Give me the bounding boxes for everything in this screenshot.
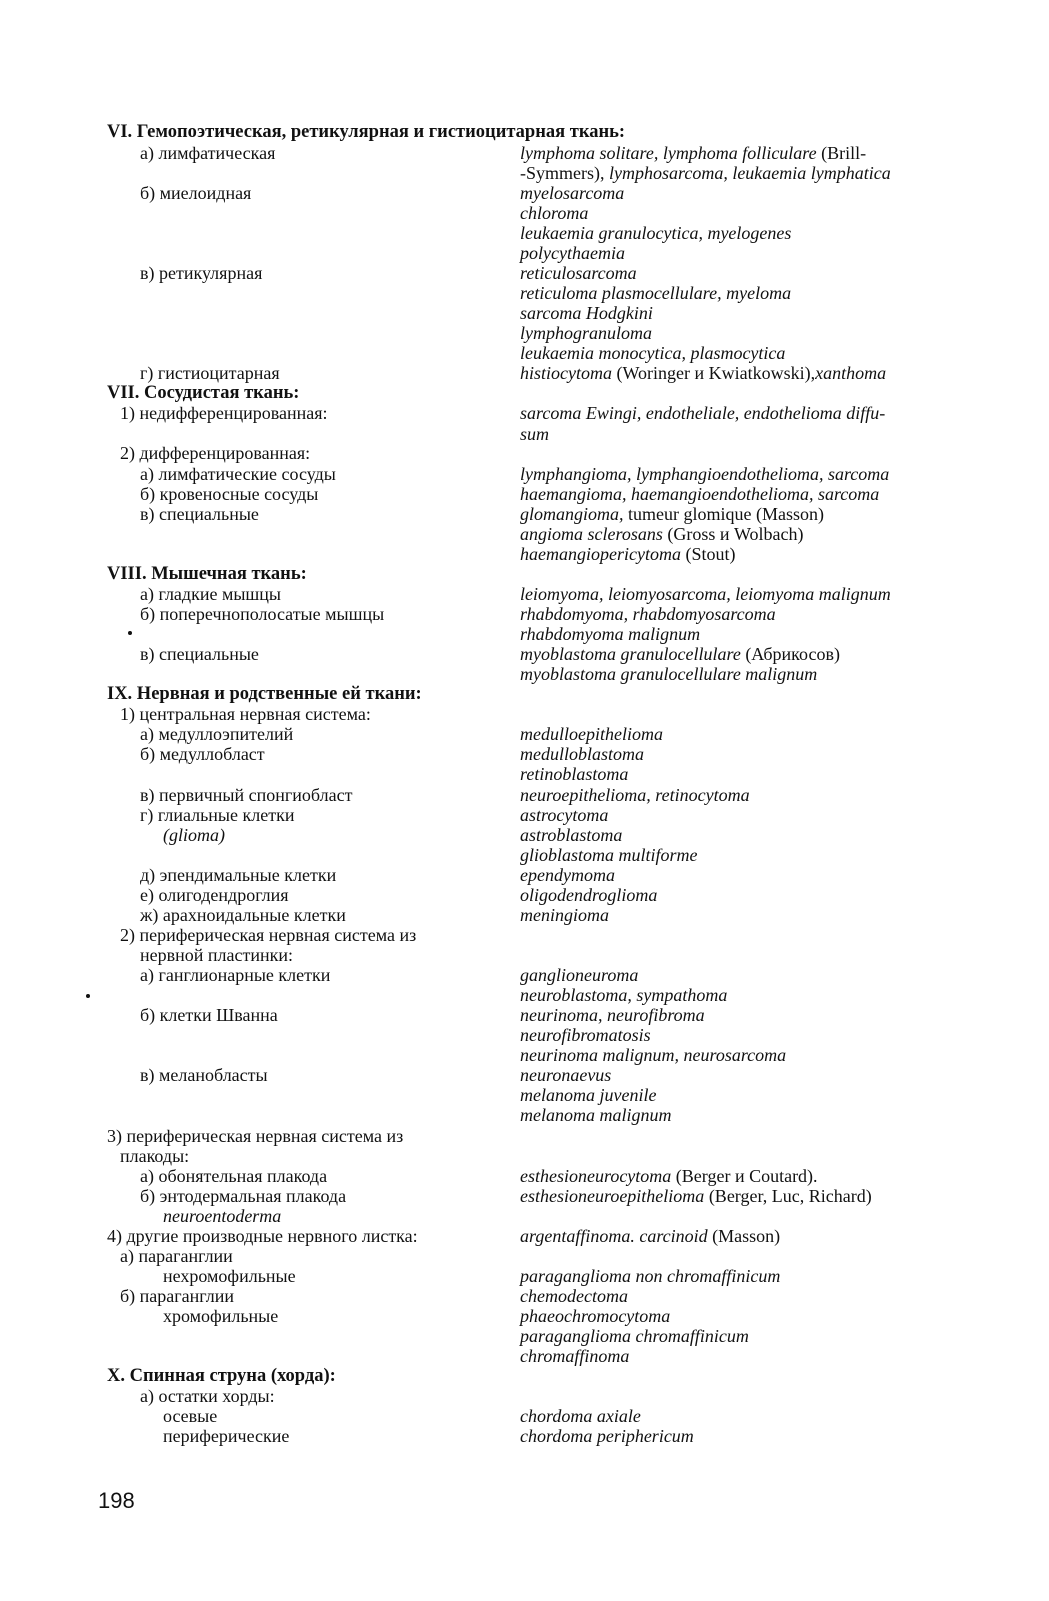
tumor-names bbox=[520, 504, 824, 524]
author-reference: (Berger и Coutard). bbox=[675, 1166, 818, 1186]
tumor-names bbox=[520, 1226, 780, 1246]
tumor-names bbox=[520, 1045, 786, 1065]
section-heading: X. Спинная струна (хорда): bbox=[107, 1366, 336, 1386]
tumor-names bbox=[520, 905, 609, 925]
tumor-name: leukaemia granulocytica, myelogenes bbox=[520, 223, 792, 243]
tumor-names bbox=[520, 1346, 629, 1366]
tumor-name: medulloblastoma bbox=[520, 744, 644, 764]
tissue-type-label: 1) недифференцированная: bbox=[120, 403, 328, 423]
tumor-names bbox=[520, 1166, 818, 1186]
tumor-names bbox=[520, 283, 791, 303]
author-reference: (Gross и Wolbach) bbox=[667, 524, 804, 544]
tumor-names bbox=[520, 183, 624, 203]
tumor-names bbox=[520, 363, 886, 383]
tissue-type-label: нервной пластинки: bbox=[140, 945, 293, 965]
tumor-name: chordoma periphericum bbox=[520, 1426, 694, 1446]
tumor-names bbox=[520, 323, 652, 343]
tumor-names bbox=[520, 825, 622, 845]
tissue-type-label: осевые bbox=[163, 1406, 218, 1426]
tumor-names bbox=[520, 744, 644, 764]
tumor-name: esthesioneurocytoma bbox=[520, 1166, 676, 1186]
author-reference: (Berger, Luc, Richard) bbox=[708, 1186, 872, 1206]
tumor-names bbox=[520, 845, 698, 865]
tumor-name: paraganglioma non chromaffinicum bbox=[520, 1266, 781, 1286]
tumor-names bbox=[520, 885, 657, 905]
tissue-type-label: б) клетки Шванна bbox=[140, 1005, 278, 1025]
tumor-name: glioblastoma multiforme bbox=[520, 845, 698, 865]
author-reference: (Абрикосов) bbox=[745, 644, 840, 664]
tumor-name: glomangioma, bbox=[520, 504, 628, 524]
tumor-name: reticulosarcoma bbox=[520, 263, 637, 283]
tissue-type-label: б) миелоидная bbox=[140, 183, 252, 203]
tissue-type-label: (glioma) bbox=[163, 825, 225, 845]
tumor-names bbox=[520, 785, 750, 805]
tumor-name: myoblastoma granulocellulare malignum bbox=[520, 664, 818, 684]
author-reference: (Brill- bbox=[821, 143, 867, 163]
tumor-name: neurinoma, neurofibroma bbox=[520, 1005, 705, 1025]
tumor-name: neuroepithelioma, retinocytoma bbox=[520, 785, 750, 805]
tissue-type-label: в) ретикулярная bbox=[140, 263, 263, 283]
tumor-name: polycythaemia bbox=[520, 243, 625, 263]
tumor-name: neurofibromatosis bbox=[520, 1025, 651, 1045]
tumor-names bbox=[520, 644, 840, 664]
tumor-name: paraganglioma chromaffinicum bbox=[520, 1326, 749, 1346]
tumor-name: histiocytoma bbox=[520, 363, 617, 383]
tissue-type-label: 2) периферическая нервная система из bbox=[120, 925, 417, 945]
tumor-name: retinoblastoma bbox=[520, 764, 629, 784]
tumor-names bbox=[520, 1085, 656, 1105]
tissue-type-label: 2) дифференцированная: bbox=[120, 443, 311, 463]
tumor-names bbox=[520, 764, 628, 784]
tumor-name: phaeochromocytoma bbox=[520, 1306, 671, 1326]
tissue-type-label: а) обонятельная плакода bbox=[140, 1166, 328, 1186]
tissue-type-label: 1) центральная нервная система: bbox=[120, 704, 371, 724]
section-heading: VIII. Мышечная ткань: bbox=[107, 564, 307, 584]
tumor-names bbox=[520, 143, 866, 163]
tissue-type-label: ж) арахноидальные клетки bbox=[140, 905, 346, 925]
tissue-type-label: в) специальные bbox=[140, 644, 259, 664]
tumor-names bbox=[520, 263, 637, 283]
tumor-name: medulloepithelioma bbox=[520, 724, 663, 744]
tumor-names bbox=[520, 484, 879, 504]
author-reference: tumeur glomique (Masson) bbox=[628, 504, 824, 524]
tumor-names bbox=[520, 243, 625, 263]
author-reference: (Woringer и Kwiatkowski), bbox=[616, 363, 816, 383]
tissue-type-label: е) олигодендроглия bbox=[140, 885, 289, 905]
tissue-type-label: хромофильные bbox=[163, 1306, 279, 1326]
dot-mark bbox=[128, 631, 132, 635]
tumor-name: rhabdomyoma malignum bbox=[520, 624, 701, 644]
tissue-type-label: б) поперечнополосатые мышцы bbox=[140, 604, 385, 624]
tumor-names bbox=[520, 1326, 749, 1346]
tumor-names bbox=[520, 985, 727, 1005]
tumor-name: neurinoma malignum, neurosarcoma bbox=[520, 1045, 787, 1065]
tumor-names bbox=[520, 303, 653, 323]
tumor-name: leiomyoma, leiomyosarcoma, leiomyoma malignum bbox=[520, 584, 891, 604]
tissue-type-label: 4) другие производные нервного листка: bbox=[107, 1226, 418, 1246]
tumor-name: haemangiopericytoma bbox=[520, 544, 686, 564]
tumor-names bbox=[520, 1306, 670, 1326]
tumor-names bbox=[520, 1406, 641, 1426]
tumor-names bbox=[520, 1065, 611, 1085]
tumor-name: chromaffinoma bbox=[520, 1346, 630, 1366]
tumor-name: esthesioneuroepithelioma bbox=[520, 1186, 709, 1206]
tumor-names bbox=[520, 223, 791, 243]
tumor-name: lymphosarcoma, leukaemia lymphatica bbox=[609, 163, 891, 183]
tumor-names bbox=[520, 805, 608, 825]
tumor-names bbox=[520, 865, 615, 885]
tissue-type-label: а) ганглионарные клетки bbox=[140, 965, 331, 985]
section-heading: VII. Сосудистая ткань: bbox=[107, 383, 300, 403]
tumor-name: astroblastoma bbox=[520, 825, 623, 845]
tumor-name: myelosarcoma bbox=[520, 183, 625, 203]
tumor-name: haemangioma, haemangioendothelioma, sarcoma bbox=[520, 484, 880, 504]
tumor-name: angioma sclerosans bbox=[520, 524, 668, 544]
tumor-name: oligodendroglioma bbox=[520, 885, 658, 905]
tumor-names bbox=[520, 524, 804, 544]
tumor-name: reticuloma plasmocellulare, myeloma bbox=[520, 283, 792, 303]
tumor-name: neuronaevus bbox=[520, 1065, 612, 1085]
tissue-type-label: г) гистиоцитарная bbox=[140, 363, 280, 383]
tumor-names bbox=[520, 464, 889, 484]
tissue-type-label: плакоды: bbox=[120, 1146, 190, 1166]
author-reference: (Stout) bbox=[685, 544, 736, 564]
tissue-type-label: б) медуллобласт bbox=[140, 744, 265, 764]
tumor-names bbox=[520, 584, 891, 604]
tumor-name: xanthoma bbox=[815, 363, 887, 383]
author-reference: (Masson) bbox=[712, 1226, 781, 1246]
tissue-type-label: а) медуллоэпителий bbox=[140, 724, 294, 744]
tumor-name: astrocytoma bbox=[520, 805, 609, 825]
section-heading: VI. Гемопоэтическая, ретикулярная и гистиоцитарная ткань: bbox=[107, 122, 626, 142]
tumor-name: ependymoma bbox=[520, 865, 615, 885]
tumor-names bbox=[520, 724, 663, 744]
tumor-names bbox=[520, 163, 891, 183]
tissue-type-label: а) лимфатическая bbox=[140, 143, 276, 163]
tissue-type-label: neuroentoderma bbox=[163, 1206, 282, 1226]
tumor-name: chloroma bbox=[520, 203, 589, 223]
tumor-name: lymphoma solitare, lymphoma folliculare bbox=[520, 143, 822, 163]
tissue-type-label: д) эпендимальные клетки bbox=[140, 865, 337, 885]
tumor-names bbox=[520, 664, 817, 684]
tumor-name: myoblastoma granulocellulare bbox=[520, 644, 746, 664]
tissue-type-label: периферические bbox=[163, 1426, 290, 1446]
tissue-type-label: б) параганглии bbox=[120, 1286, 234, 1306]
tumor-names bbox=[520, 424, 549, 444]
tumor-name: sarcoma Hodgkini bbox=[520, 303, 653, 323]
tumor-names bbox=[520, 604, 776, 624]
tissue-type-label: б) кровеносные сосуды bbox=[140, 484, 319, 504]
tumor-names bbox=[520, 965, 638, 985]
tumor-name: chordoma axiale bbox=[520, 1406, 641, 1426]
author-reference: -Symmers), bbox=[520, 163, 609, 183]
tumor-name: lymphangioma, lymphangioendothelioma, sarcoma bbox=[520, 464, 890, 484]
tissue-type-label: 3) периферическая нервная система из bbox=[107, 1126, 404, 1146]
tissue-type-label: в) специальные bbox=[140, 504, 259, 524]
tissue-type-label: в) меланобласты bbox=[140, 1065, 268, 1085]
tumor-name: chemodectoma bbox=[520, 1286, 628, 1306]
tissue-type-label: а) гладкие мышцы bbox=[140, 584, 282, 604]
tumor-name: meningioma bbox=[520, 905, 609, 925]
tissue-type-label: а) остатки хорды: bbox=[140, 1386, 275, 1406]
tumor-names bbox=[520, 403, 885, 423]
tissue-type-label: г) глиальные клетки bbox=[140, 805, 295, 825]
tissue-type-label: в) первичный спонгиобласт bbox=[140, 785, 353, 805]
tumor-name: lymphogranuloma bbox=[520, 323, 652, 343]
tumor-names bbox=[520, 1005, 705, 1025]
tumor-names bbox=[520, 624, 700, 644]
tumor-names bbox=[520, 544, 735, 564]
tumor-names bbox=[520, 1426, 694, 1446]
tumor-name: melanoma juvenile bbox=[520, 1085, 657, 1105]
tumor-name: rhabdomyoma, rhabdomyosarcoma bbox=[520, 604, 776, 624]
tissue-type-label: нехромофильные bbox=[163, 1266, 296, 1286]
tumor-name: sum bbox=[520, 424, 550, 444]
tissue-type-label: а) лимфатические сосуды bbox=[140, 464, 336, 484]
tumor-name: leukaemia monocytica, plasmocytica bbox=[520, 343, 786, 363]
tumor-names bbox=[520, 1266, 780, 1286]
tumor-name: argentaffinoma. carcinoid bbox=[520, 1226, 713, 1246]
tumor-names bbox=[520, 1286, 628, 1306]
tumor-names bbox=[520, 1025, 651, 1045]
tumor-names bbox=[520, 1186, 872, 1206]
dot-mark bbox=[86, 994, 90, 998]
tumor-name: sarcoma Ewingi, endotheliale, endothelioma diffu- bbox=[520, 403, 886, 423]
tissue-type-label: а) параганглии bbox=[120, 1246, 233, 1266]
tumor-name: neuroblastoma, sympathoma bbox=[520, 985, 728, 1005]
tumor-names bbox=[520, 203, 588, 223]
tumor-names bbox=[520, 343, 785, 363]
tissue-type-label: б) энтодермальная плакода bbox=[140, 1186, 347, 1206]
section-heading: IX. Нервная и родственные ей ткани: bbox=[107, 684, 422, 704]
tumor-names bbox=[520, 1105, 672, 1125]
page-number: 198 bbox=[98, 1488, 135, 1513]
tumor-name: ganglioneuroma bbox=[520, 965, 639, 985]
tumor-name: melanoma malignum bbox=[520, 1105, 672, 1125]
